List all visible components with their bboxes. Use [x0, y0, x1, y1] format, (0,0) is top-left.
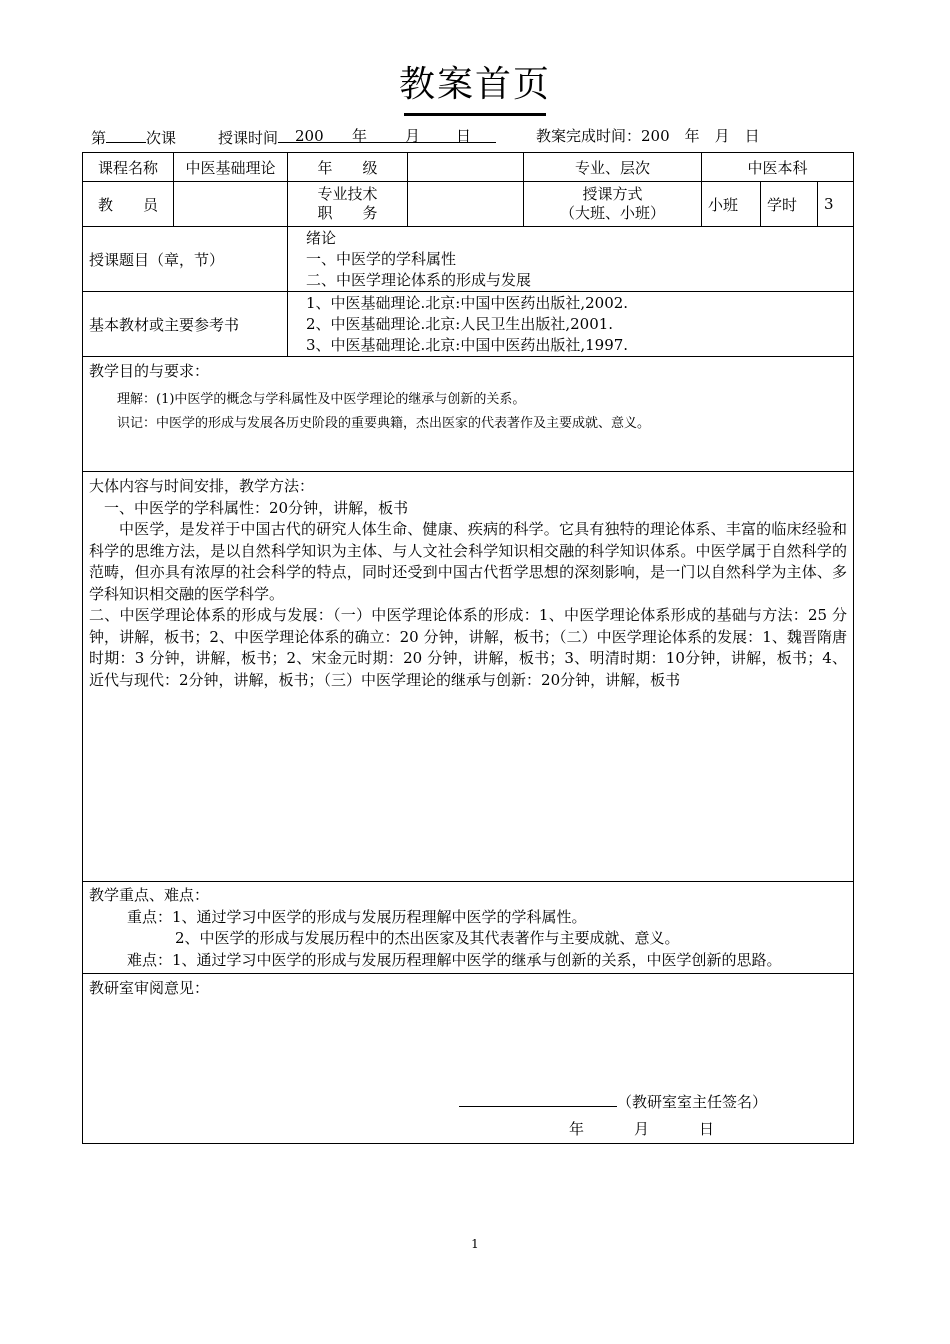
objective-1: 理解：(1)中医学的概念与学科属性及中医学理论的继承与创新的关系。 — [117, 391, 526, 407]
complete-time: 教案完成时间：200 年 月 日 — [536, 127, 760, 145]
content-section1-body: 中医学，是发祥于中国古代的研究人体生命、健康、疾病的科学。它具有独特的理论体系、丰富的临床经验和科学的思维方法，是以自然科学知识为主体、与人文社会科学知识相交融的科学知识体系。中医学属于自然科学的范畴，但亦具有浓厚的社会科学的特点，同时还受到中国古代哲学思想的深刻影响，是一门以自然科学为主体、多学科知识相交融的医学科学。 — [89, 520, 848, 603]
class-time-label: 授课时间 — [218, 129, 279, 147]
grade-value[interactable] — [408, 153, 524, 182]
content-section1-title: 一、中医学的学科属性：20分钟，讲解，板书 — [104, 498, 409, 517]
lesson-suffix: 次课 — [146, 129, 177, 147]
topic-line-2: 一、中医学的学科属性 — [306, 249, 457, 268]
topic-label: 授课题目（章，节） — [83, 227, 288, 292]
book-item-3: 3、中医基础理论.北京:中国中医药出版社,1997. — [306, 335, 629, 354]
lesson-number-blank[interactable] — [106, 126, 146, 143]
major-level-value[interactable]: 中医本科 — [702, 153, 854, 182]
book-item-2: 2、中医基础理论.北京:人民卫生出版社,2001. — [306, 314, 614, 333]
objective-2: 识记：中医学的形成与发展各历史阶段的重要典籍，杰出医家的代表著作及主要成就、意义。 — [117, 415, 651, 431]
keypoint-2: 2、中医学的形成与发展历程中的杰出医家及其代表著作与主要成就、意义。 — [175, 929, 680, 947]
class-time-year: 年 — [352, 127, 368, 145]
topic-value[interactable] — [288, 227, 854, 292]
keypoints-label: 教学重点、难点： — [89, 886, 210, 904]
objectives-section[interactable] — [83, 357, 854, 472]
major-level-label: 专业、层次 — [524, 153, 702, 182]
class-time-day: 日 — [456, 127, 472, 145]
lesson-prefix: 第 — [91, 129, 107, 147]
keypoint-1: 重点：1、通过学习中医学的形成与发展历程理解中医学的学科属性。 — [127, 907, 587, 926]
review-date-month: 月 — [634, 1120, 650, 1138]
review-label: 教研室审阅意见： — [89, 979, 210, 997]
review-date-year: 年 — [569, 1120, 585, 1138]
professional-title-label — [288, 182, 408, 227]
professional-title-value[interactable] — [408, 182, 524, 227]
lesson-plan-table — [82, 152, 854, 1144]
teaching-method-value[interactable]: 小班 — [702, 182, 761, 227]
class-time-month: 月 — [405, 127, 421, 145]
content-section[interactable] — [83, 472, 854, 882]
review-date-day: 日 — [699, 1120, 715, 1138]
signature-blank[interactable] — [459, 1090, 617, 1107]
review-date — [569, 1118, 714, 1139]
teacher-value[interactable] — [174, 182, 288, 227]
title-underline — [404, 113, 546, 116]
hours-value[interactable]: 3 — [818, 182, 854, 227]
signature-note: （教研室室主任签名） — [617, 1093, 768, 1111]
page-number: 1 — [471, 1237, 479, 1251]
objectives-label: 教学目的与要求： — [89, 362, 210, 380]
lesson-number-line — [91, 126, 176, 148]
teaching-method-label-line2: （大班、小班） — [560, 204, 666, 222]
grade-label: 年 级 — [288, 153, 408, 182]
topic-line-3: 二、中医学理论体系的形成与发展 — [306, 270, 532, 289]
class-time-year-prefix: 200 — [295, 127, 324, 145]
topic-line-1: 绪论 — [306, 228, 337, 247]
content-label: 大体内容与时间安排，教学方法： — [89, 477, 315, 495]
book-item-1: 1、中医基础理论.北京:中国中医药出版社,2002. — [306, 293, 629, 312]
review-section[interactable] — [83, 974, 854, 1144]
teaching-method-label — [524, 182, 702, 227]
signature-line — [459, 1090, 767, 1112]
books-value[interactable] — [288, 292, 854, 357]
class-time-line — [218, 126, 496, 148]
teaching-method-label-line1: 授课方式 — [582, 185, 643, 203]
content-section2: 二、中医学理论体系的形成与发展：（一）中医学理论体系的形成：1、中医学理论体系形成的基础与方法：25 分钟，讲解，板书；2、中医学理论体系的确立：20 分钟，讲解，板书；（二）中医学理论体系的发展：1、魏晋隋唐时期：3 分钟，讲解，板书；2、宋金元时期：20 分钟，讲解，板书；3、明清时期：10分钟，讲解，板书；4、近代与现代：2分钟，讲解，板书；（三）中医学理论的继承与创新：20分钟，讲解，板书 — [89, 606, 848, 689]
course-name-label: 课程名称 — [83, 153, 174, 182]
professional-title-label-line2: 职 务 — [317, 204, 378, 222]
hours-label: 学时 — [761, 182, 818, 227]
professional-title-label-line1: 专业技术 — [317, 185, 378, 203]
keypoints-section[interactable] — [83, 882, 854, 974]
teacher-label: 教 员 — [83, 182, 174, 227]
page-title: 教案首页 — [398, 64, 551, 105]
course-name-value[interactable]: 中医基础理论 — [174, 153, 288, 182]
class-time-blank[interactable] — [278, 126, 496, 143]
difficulty-1: 难点：1、通过学习中医学的形成与发展历程理解中医学的继承与创新的关系，中医学创新的思路。 — [127, 950, 782, 969]
books-label: 基本教材或主要参考书 — [83, 292, 288, 357]
